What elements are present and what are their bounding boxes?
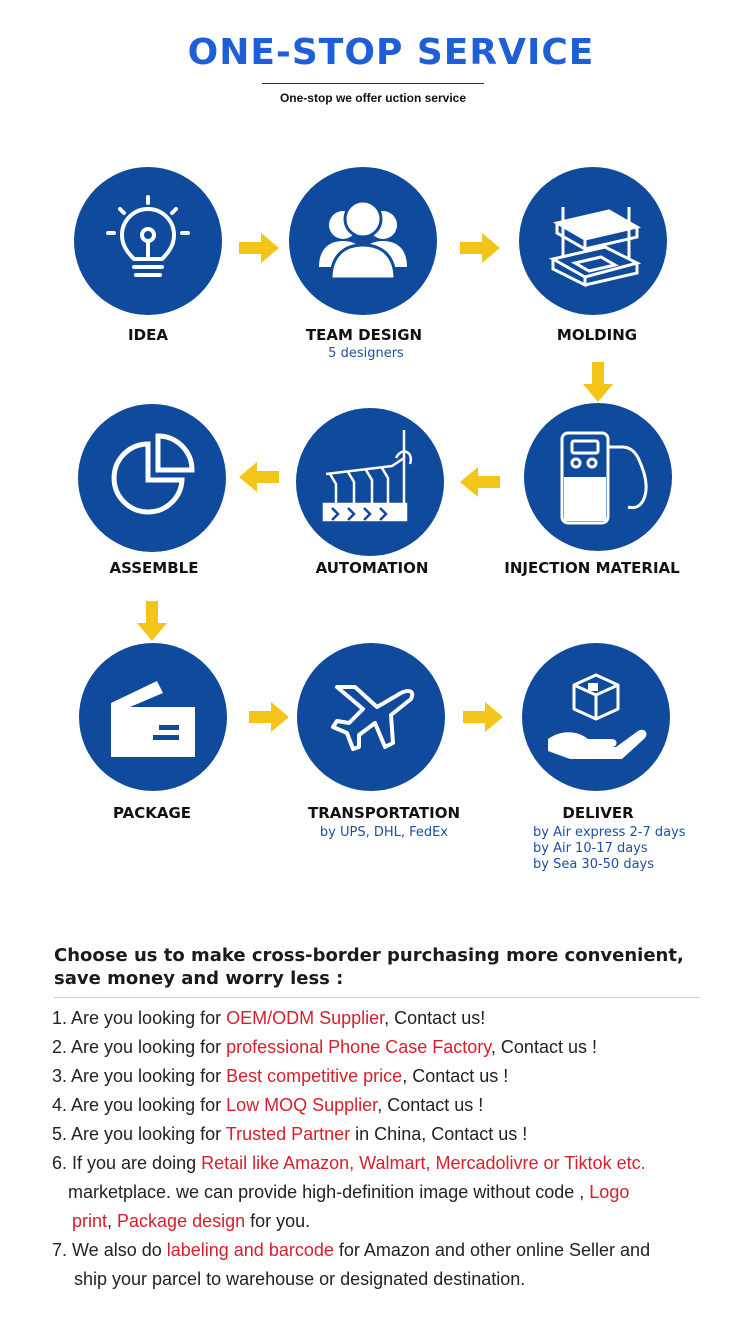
list-item: 4. Are you looking for Low MOQ Supplier, Contact us !	[52, 1095, 484, 1115]
step-label-package: PACKAGE	[112, 804, 192, 822]
step-label-transportation: TRANSPORTATION	[308, 804, 460, 822]
arrow-down-icon	[137, 601, 167, 641]
robot-arm-icon	[296, 408, 444, 556]
arrow-right-icon	[249, 702, 289, 732]
list-item-continuation: ship your parcel to warehouse or designated destination.	[74, 1269, 526, 1289]
list-item-continuation: print, Package design for you.	[72, 1211, 311, 1231]
step-label-assemble: ASSEMBLE	[109, 559, 199, 577]
injection-material-circle	[524, 403, 672, 551]
arrow-left-icon	[239, 462, 279, 492]
arrow-left-icon	[460, 467, 500, 497]
intro-divider	[54, 997, 700, 998]
service-list	[52, 1004, 732, 1294]
highlight: Package design	[117, 1211, 246, 1231]
page-title: ONE-STOP SERVICE	[187, 32, 595, 73]
automation-circle	[296, 408, 444, 556]
step-sub-transportation: by UPS, DHL, FedEx	[319, 825, 449, 840]
list-item: 5. Are you looking for Trusted Partner in China, Contact us !	[52, 1124, 528, 1144]
list-item: 6. If you are doing Retail like Amazon, Walmart, Mercadolivre or Tiktok etc.	[52, 1153, 646, 1173]
list-item: 2. Are you looking for professional Phone Case Factory, Contact us !	[52, 1037, 597, 1057]
airplane-icon	[297, 643, 445, 791]
highlight: Logo	[589, 1182, 630, 1202]
step-label-automation: AUTOMATION	[315, 559, 429, 577]
intro-line: save money and worry less :	[54, 968, 344, 989]
highlight: print	[72, 1211, 108, 1231]
step-sub-deliver-sea: by Sea 30-50 days	[533, 857, 655, 872]
pie-chart-icon	[78, 404, 226, 552]
step-label-molding: MOLDING	[556, 326, 638, 344]
step-sub-team-design: 5 designers	[328, 346, 404, 361]
hand-package-icon	[522, 643, 670, 791]
list-item: 1. Are you looking for OEM/ODM Supplier, Contact us!	[52, 1008, 486, 1028]
step-label-deliver: DELIVER	[562, 804, 634, 822]
arrow-right-icon	[460, 233, 500, 263]
highlight: Retail like Amazon, Walmart, Mercadolivre or Tiktok etc.	[201, 1153, 646, 1173]
list-item: 7. We also do labeling and barcode for Amazon and other online Seller and	[52, 1240, 651, 1260]
highlight: Best competitive price	[226, 1066, 403, 1086]
mold-icon	[519, 167, 667, 315]
step-sub-deliver-air-express: by Air express 2-7 days	[533, 825, 686, 840]
highlight: labeling and barcode	[166, 1240, 334, 1260]
arrow-right-icon	[463, 702, 503, 732]
idea-circle	[74, 167, 222, 315]
arrow-right-icon	[239, 233, 279, 263]
step-label-injection-material: INJECTION MATERIAL	[504, 559, 680, 577]
highlight: OEM/ODM Supplier	[226, 1008, 385, 1028]
page-subtitle: One-stop we offer uction service	[279, 91, 467, 105]
highlight: professional Phone Case Factory	[226, 1037, 491, 1057]
highlight: Low MOQ Supplier	[226, 1095, 378, 1115]
deliver-circle	[522, 643, 670, 791]
transportation-circle	[297, 643, 445, 791]
assemble-circle	[78, 404, 226, 552]
team-design-circle	[289, 167, 437, 315]
list-item: 3. Are you looking for Best competitive price, Contact us !	[52, 1066, 509, 1086]
highlight: Trusted Partner	[225, 1124, 351, 1144]
intro-line: Choose us to make cross-border purchasing more convenient,	[54, 945, 684, 966]
arrow-down-icon	[583, 362, 613, 402]
team-icon	[289, 167, 437, 315]
box-icon	[79, 643, 227, 791]
injection-icon	[524, 403, 672, 551]
intro-heading	[54, 944, 714, 990]
package-circle	[79, 643, 227, 791]
title-divider	[262, 83, 484, 84]
step-label-idea: IDEA	[128, 326, 168, 344]
list-item-continuation: marketplace. we can provide high-definition image without code , Logo	[68, 1182, 630, 1202]
step-label-team-design: TEAM DESIGN	[305, 326, 423, 344]
molding-circle	[519, 167, 667, 315]
step-sub-deliver-air: by Air 10-17 days	[533, 841, 648, 856]
lightbulb-icon	[74, 167, 222, 315]
